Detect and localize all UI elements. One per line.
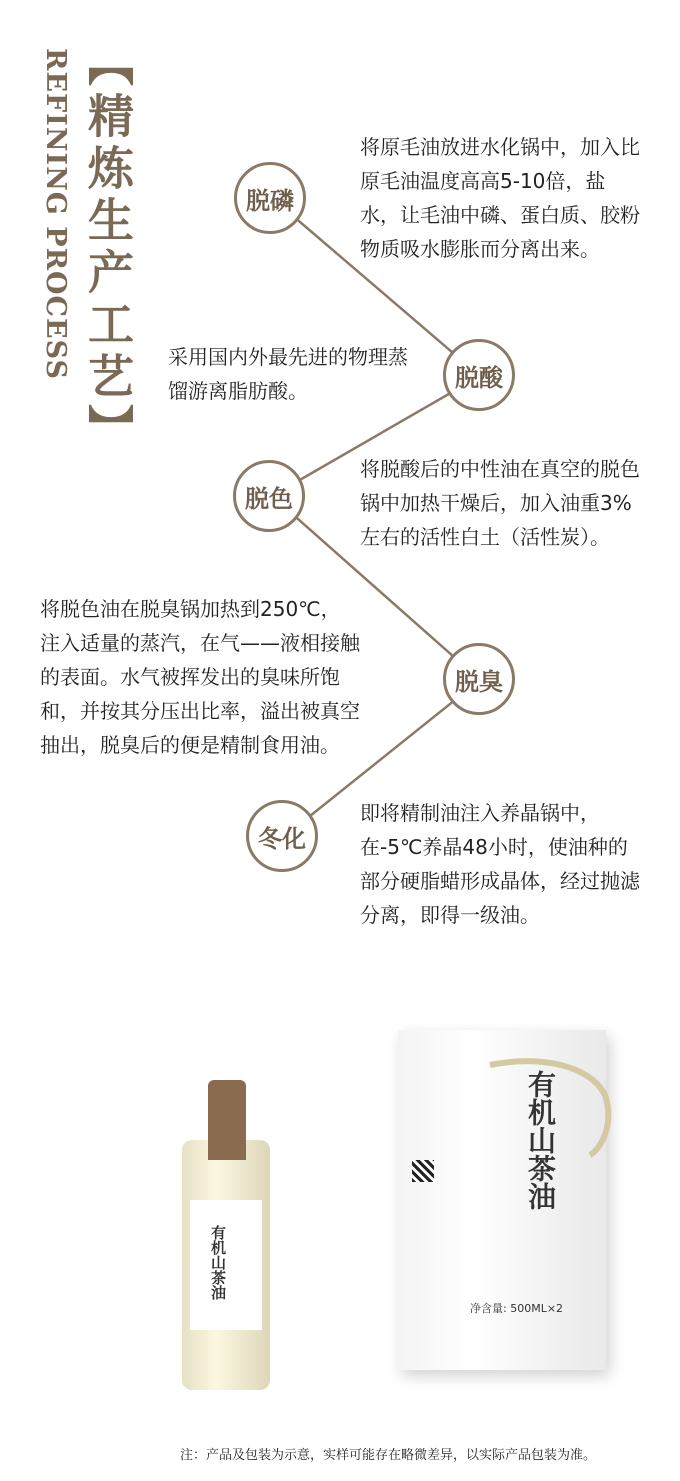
- box-net-content: 净含量: 500ML×2: [470, 1302, 564, 1315]
- step-circle-5: 冬化: [246, 800, 318, 872]
- bottle-cap-icon: [208, 1080, 246, 1160]
- qr-code-icon: [412, 1160, 434, 1182]
- step-circle-3: 脱色: [233, 460, 305, 532]
- step-circle-2: 脱酸: [443, 339, 515, 411]
- step-desc-3: 将脱酸后的中性油在真空的脱色锅中加热干燥后，加入油重3%左右的活性白土（活性炭）。: [360, 457, 640, 549]
- disclaimer-note: 注：产品及包装为示意，实样可能存在略微差异，以实际产品包装为准。: [180, 1448, 597, 1463]
- step-circle-4: 脱臭: [443, 643, 515, 715]
- page-title: 【精炼生产工艺】: [81, 40, 135, 456]
- step-circle-1: 脱磷: [234, 162, 306, 234]
- step-desc-4: 将脱色油在脱臭锅加热到250℃，注入适量的蒸汽，在气——液相接触的表面。水气被挥发出的臭味所饱和，并按其分压出比率，溢出被真空抽出，脱臭后的便是精制食用油。: [40, 597, 360, 757]
- step-desc-5: 即将精制油注入养晶锅中，在-5℃养晶48小时，使油种的部分硬脂蜡形成晶体，经过抛滤分离，即得一级油。: [360, 801, 640, 927]
- bottle-product-name: 有机山茶油: [209, 1225, 227, 1300]
- product-box-name: 有机山茶油: [524, 1070, 557, 1210]
- step-desc-1: 将原毛油放进水化锅中，加入比原毛油温度高高5-10倍，盐水，让毛油中磷、蛋白质、胶粉物质吸水膨胀而分离出来。: [360, 135, 640, 261]
- rope-handle-icon: [480, 1055, 620, 1165]
- step-desc-2: 采用国内外最先进的物理蒸馏游离脂肪酸。: [168, 345, 408, 403]
- page-subtitle: REFINING PROCESS: [40, 48, 71, 380]
